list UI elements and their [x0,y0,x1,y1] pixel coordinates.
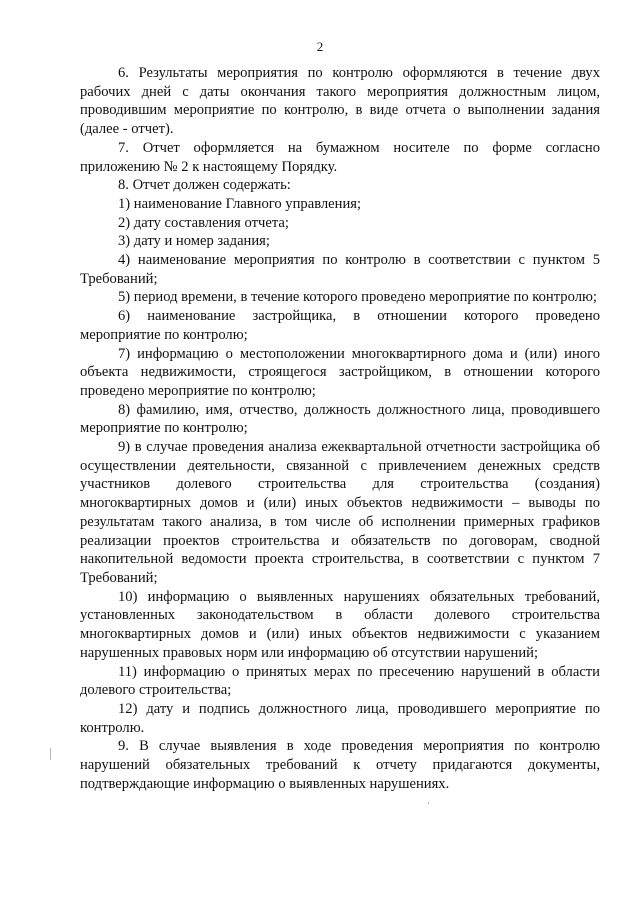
document-body [80,64,600,793]
list-item-10: 10) информацию о выявленных нарушениях обязательных требований, установленных законодательством в области долевого строительства многоквартирных домов и (или) иных объектов недвижимости с указанием нарушенных правовых норм или информацию об отсутствии нарушений; [80,588,600,661]
list-item-3: 3) дату и номер задания; [118,233,270,250]
list-item-11: 11) информацию о принятых мерах по пресечению нарушений в области долевого строительства; [80,663,600,699]
list-item-1: 1) наименование Главного управления; [118,195,362,212]
paragraph-7-report-form: 7. Отчет оформляется на бумажном носителе по форме согласно приложению № 2 к настоящему Порядку. [80,139,600,175]
scan-mark-right [428,802,429,804]
list-item-12: 12) дату и подпись должностного лица, проводившего мероприятие по контролю. [80,700,600,736]
paragraph-9-violations: 9. В случае выявления в ходе проведения мероприятия по контролю нарушений обязательных требований к отчету придагаются документы, подтверждающие информацию о выявленных нарушениях. [80,738,600,792]
scan-mark-left [50,748,51,760]
list-item-7: 7) информацию о местоположении многоквартирного дома и (или) иного объекта недвижимости, строящегося застройщиком, в отношении которого проведено мероприятие по контролю; [80,345,600,399]
list-item-9: 9) в случае проведения анализа ежеквартальной отчетности застройщика об осуществлении деятельности, связанной с привлечением денежных средств участников долевого строительства для строительства (создания) многоквартирных домов и (или) иных объектов недвижимости – выводы по результатам такого анализа, в том числе об исполнении примерных графиков реализации проектов строительства и обязательств по договорам, сводной накопительной ведомости проекта строительства, в соответствии с пунктом 7 Требований; [80,439,600,586]
list-item-4: 4) наименование мероприятия по контролю в соответствии с пунктом 5 Требований; [80,252,600,287]
list-item-5: 5) период времени, в течение которого проведено мероприятие по контролю; [118,289,597,306]
paragraph-6-results: 6. Результаты мероприятия по контролю оформляются в течение двух рабочих дней с даты окончания такого мероприятия должностным лицом, проводившим мероприятие по контролю, в виде отчета о выполнении задания (далее - отчет). [80,65,600,138]
list-item-2: 2) дату составления отчета; [118,214,289,231]
paragraph-8-report-contents: 8. Отчет должен содержать: [118,177,291,194]
list-item-8: 8) фамилию, имя, отчество, должность должностного лица, проводившего мероприятие по контролю; [80,401,600,437]
page-number: 2 [316,39,324,54]
list-item-6: 6) наименование застройщика, в отношении которого проведено мероприятие по контролю; [80,308,600,343]
